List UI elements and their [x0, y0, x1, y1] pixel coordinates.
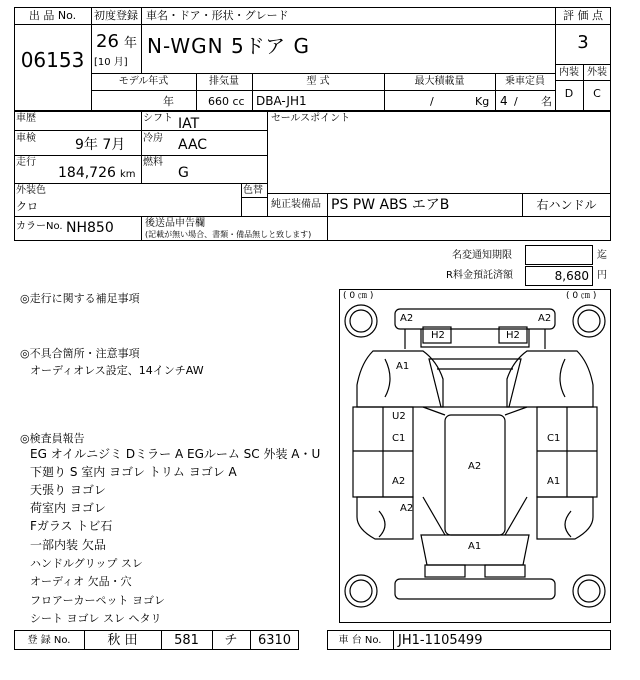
score-label: 評 価 点: [563, 9, 603, 22]
car-name-label: 車名・ドア・形状・グレード: [146, 9, 289, 22]
fuel: G: [178, 165, 189, 181]
lot-number: 06153: [20, 48, 85, 72]
divider: [91, 73, 555, 74]
displacement: 660 cc: [208, 95, 245, 108]
inspector-line: 下廻り S 室内 ヨゴレ トリム ヨゴレ A: [30, 465, 237, 479]
divider: [555, 24, 611, 25]
divider: [241, 197, 267, 198]
aircon: AAC: [178, 137, 208, 153]
first-reg-label: 初度登録: [94, 9, 138, 22]
divider: [91, 24, 555, 25]
shift-label: シフト: [143, 113, 173, 124]
damage-mark: A1: [396, 361, 410, 372]
name-change-unit: 迄: [597, 250, 607, 261]
damage-mark: A2: [400, 313, 414, 324]
defect-line: オーディオレス設定、14インチAW: [30, 364, 204, 377]
history-label: 車歴: [16, 113, 36, 124]
divider: [267, 111, 268, 193]
color-no-label: カラーNo.: [16, 221, 63, 232]
capacity: 4: [500, 94, 508, 108]
color-no: NH850: [66, 220, 114, 236]
recycle-label: R料金預託済額: [446, 270, 513, 281]
damage-mark: C1: [547, 433, 561, 444]
chassis-label: 車 台 No.: [338, 635, 382, 646]
shift: IAT: [178, 116, 200, 132]
equipment: PS PW ABS エアB: [331, 197, 450, 213]
inspector-line: Fガラス トビ石: [30, 519, 113, 533]
aftermarket-note: (記載が無い場合、書類・備品無しと致します): [145, 230, 312, 239]
inspector-line: 天張り ヨゴレ: [30, 483, 106, 497]
name-change-box: [525, 245, 593, 265]
inspector-line: 一部内装 欠品: [30, 538, 106, 552]
max-load-unit: Kg: [475, 95, 490, 108]
inspector-line: ハンドルグリップ スレ: [30, 557, 143, 570]
exterior-grade: C: [593, 87, 601, 100]
inspector-line: シート ヨゴレ スレ ヘタリ: [30, 612, 162, 625]
reg-number: 6310: [257, 633, 292, 648]
divider: [14, 130, 267, 131]
model-year-label: モデル年式: [118, 76, 169, 87]
damage-mark: A1: [468, 541, 482, 552]
divider: [141, 216, 142, 241]
max-load-label: 最大積載量: [414, 76, 465, 87]
reg-label: 登 録 No.: [27, 635, 71, 646]
divider: [141, 111, 142, 183]
damage-mark: A2: [400, 503, 414, 514]
fuel-label: 燃料: [143, 157, 163, 168]
damage-mark: A2: [468, 461, 482, 472]
displacement-label: 排気量: [209, 76, 239, 87]
car-diagram-drawing: [339, 289, 611, 623]
reg-kana: チ: [224, 633, 238, 648]
model-year-unit: 年: [163, 95, 174, 108]
mileage-label: 走行: [16, 157, 36, 168]
capacity-label: 乗車定員: [505, 76, 545, 87]
capacity-unit: 名: [541, 95, 552, 108]
ext-color: クロ: [16, 200, 38, 213]
divider: [14, 183, 267, 184]
divider: [241, 183, 242, 216]
sales-point-label: セールスポイント: [271, 113, 351, 124]
inspector-line: オーディオ 欠品・穴: [30, 575, 132, 588]
damage-mark: A2: [538, 313, 552, 324]
divider: [393, 630, 394, 650]
divider: [267, 193, 611, 194]
divider: [141, 7, 142, 73]
lot-label: 出 品 No.: [28, 9, 77, 22]
repaint-label: 色替: [243, 185, 263, 196]
steering: 右ハンドル: [536, 198, 597, 212]
damage-mark: H2: [431, 330, 445, 341]
inspection: 9年 7月: [75, 137, 126, 153]
capacity-sep: /: [514, 95, 518, 108]
recycle-unit: 円: [597, 270, 607, 281]
damage-mark: U2: [392, 411, 406, 422]
inspector-line: フロアーカーペット ヨゴレ: [30, 594, 165, 607]
divider: [14, 216, 611, 217]
damage-mark: A2: [392, 476, 406, 487]
mileage: 184,726: [58, 165, 116, 181]
first-reg-year-unit: 年: [124, 36, 138, 51]
first-reg-year: 26: [96, 31, 119, 52]
inspection-label: 車検: [16, 133, 36, 144]
exterior-label: 外装: [587, 67, 607, 78]
divider: [267, 183, 268, 216]
inspector-title: ◎検査員報告: [20, 432, 85, 445]
divider: [14, 155, 267, 156]
model-type: DBA-JH1: [256, 94, 307, 108]
reg-class: 581: [174, 633, 199, 648]
damage-mark: A1: [547, 476, 561, 487]
interior-grade: D: [564, 87, 574, 100]
ext-color-label: 外装色: [16, 185, 46, 196]
first-reg-month: [10 月]: [94, 57, 128, 68]
genuine-equip-label: 純正装備品: [271, 199, 321, 210]
max-load: /: [430, 95, 434, 108]
overall-score: 3: [577, 32, 589, 53]
divider: [14, 24, 91, 25]
mileage-unit: km: [120, 169, 136, 180]
damage-mark: C1: [392, 433, 406, 444]
inspector-line: 荷室内 ヨゴレ: [30, 501, 106, 515]
name-change-label: 名変通知期限: [452, 250, 512, 261]
type-label: 型 式: [306, 76, 330, 87]
corner-right-label: ( 0 ㎝ ): [566, 291, 597, 301]
reg-region: 秋 田: [107, 633, 138, 648]
car-name: N-WGN 5ドア G: [147, 34, 310, 58]
divider: [327, 216, 328, 241]
damage-mark: H2: [506, 330, 520, 341]
divider: [327, 193, 328, 216]
driving-notes-title: ◎走行に関する補足事項: [20, 292, 140, 305]
inspector-line: EG オイルニジミ Dミラー A EGルーム SC 外装 A・U: [30, 447, 321, 461]
defects-title: ◎不具合箇所・注意事項: [20, 347, 140, 360]
recycle-amount: 8,680: [554, 269, 589, 283]
divider: [91, 90, 555, 91]
chassis-number: JH1-1105499: [398, 633, 483, 648]
corner-left-label: ( 0 ㎝ ): [343, 291, 374, 301]
aftermarket-label: 後送品申告欄: [145, 218, 205, 229]
aircon-label: 冷房: [143, 133, 163, 144]
interior-label: 内装: [559, 67, 579, 78]
